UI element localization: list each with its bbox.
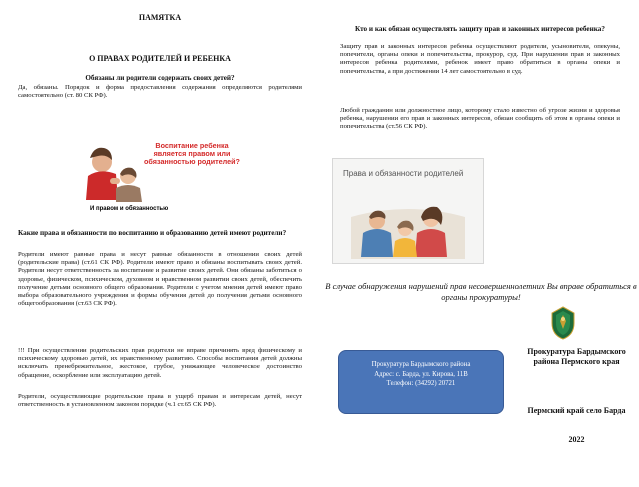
answer-1: Да, обязаны. Порядок и форма предоставления содержания определяются родителями самостоятельно (ст. 80 СК РФ). [18, 84, 302, 100]
image-caption-question: Воспитание ребенка является правом или обязанностью родителей? [144, 141, 240, 167]
contact-line-1: Прокуратура Бардымского района [371, 361, 471, 368]
side-title: Прокуратура Бардымского района Пермского края [527, 347, 626, 367]
family-illustration [333, 159, 483, 263]
contact-line-2: Адрес: с. Барда, ул. Кирова, 11В [374, 370, 468, 378]
paragraph-3: !!! При осуществлении родительских прав родители не вправе причинять вред физическому и психическому здоровью детей, их нравственному развитию. Способы воспитания детей должны исключать пренебрежительное, жестокое, грубое, унижающее человеческое достоинство обращение, оскорбление или эксплуатацию детей. [18, 347, 302, 379]
image-caption-answer: И правом и обязанностью [90, 206, 169, 212]
prosecutor-emblem-icon [548, 305, 578, 341]
paragraph-4: Родители, осуществляющие родительские права в ущерб правам и интересам детей, несут ответственность в установленном законом порядке (ч.1 ст.65 СК РФ). [18, 393, 302, 409]
family-image [332, 158, 484, 264]
right-question: Кто и как обязан осуществлять защиту прав и законных интересов ребенка? [355, 25, 605, 33]
contact-box [338, 350, 504, 414]
question-2: Какие права и обязанности по воспитанию и образованию детей имеют родители? [18, 229, 287, 237]
paragraph-2: Родители имеют равные права и несут равные обязанности в отношении своих детей (родительские права) (ст.61 СК РФ). Родители имеют право и обязаны воспитывать своих детей. Родители несут ответственность за воспитание и развитие своих детей. Они обязаны заботиться о здоровье, физическом, психическом, духовном и нравственном развитии своих детей, обеспечить получение детьми основного общего образования. Родители с учетом мнения детей имеют право выбора образовательного учреждения и формы обучения детей до получения детьми основного общегообразования (ст.63 СК РФ). [18, 251, 302, 308]
memo-title: ПАМЯТКА [138, 13, 182, 22]
side-place: Пермский край село Барда [527, 406, 626, 415]
right-paragraph-1: Защиту прав и законных интересов ребенка осуществляют родители, усыновители, опекуны, попечители, органы опеки и попечительства, прокурор, суд. При нарушении прав и законных интересов ребенка родителями, ребенок имеет право обратиться в органы опеки и попечительства, а при достижении 14 лет самостоятельно в суд. [340, 43, 620, 75]
notice-text: В случае обнаружения нарушений прав несовершеннолетних Вы вправе обратиться в органы прокуратуры! [325, 281, 637, 302]
parenting-image [80, 132, 240, 216]
question-1: Обязаны ли родители содержать своих детей? [85, 74, 235, 82]
right-paragraph-2: Любой гражданин или должностное лицо, которому стало известно об угрозе жизни и здоровья ребенка, нарушении его прав и законных интересов, обязан сообщить об этом в органы опеки и попечительства (ст.56 СК РФ). [340, 107, 620, 131]
right-column [320, 0, 639, 487]
side-year: 2022 [568, 435, 585, 444]
memo-subtitle: О ПРАВАХ РОДИТЕЛЕЙ И РЕБЕНКА [89, 54, 231, 63]
contact-line-3: Телефон: (34292) 20721 [386, 380, 456, 387]
